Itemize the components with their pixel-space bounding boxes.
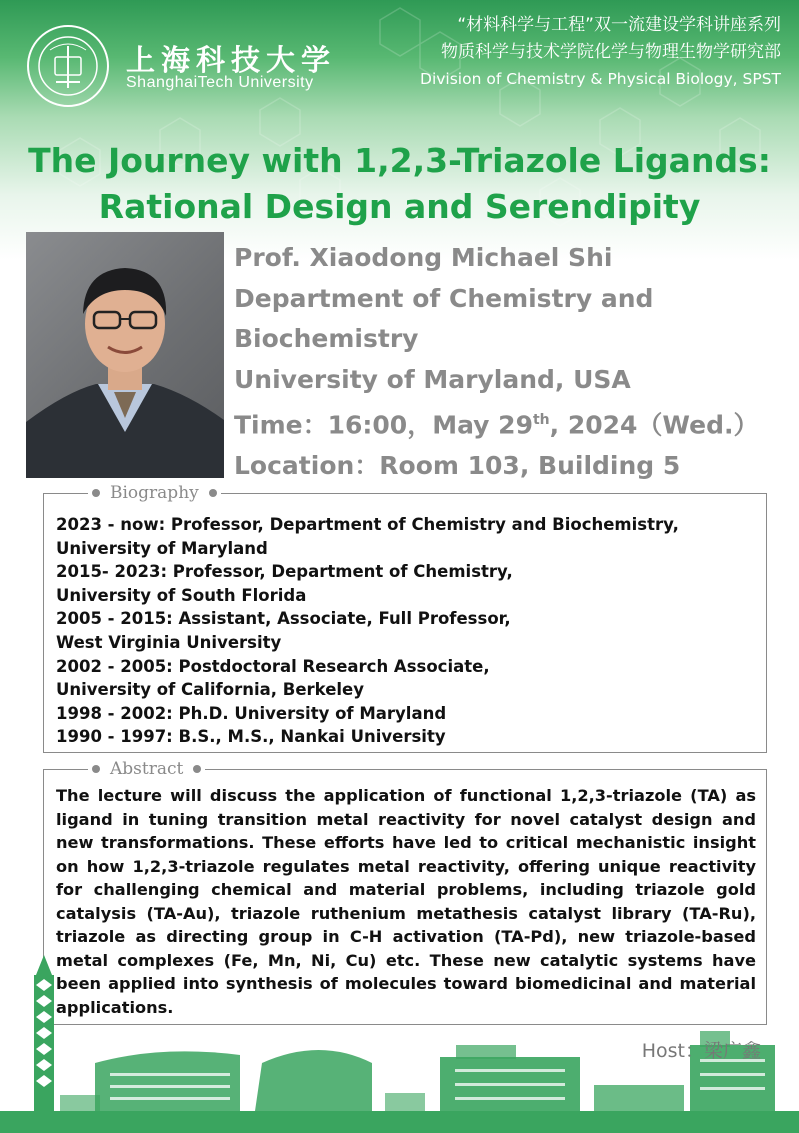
lecture-time [234,400,758,446]
biography-label [88,483,221,503]
bio-line: University of California, Berkeley [56,680,364,700]
speaker-info [234,238,758,486]
bio-line: West Virginia University [56,632,282,652]
speaker-photo [26,232,224,478]
title-line-2: Rational Design and Serendipity [98,187,701,226]
bio-line: 2015- 2023: Professor, Department of Chemistry, [56,562,513,582]
bio-line: 2005 - 2015: Assistant, Associate, Full Professor, [56,609,511,629]
series-line-3: Division of Chemistry & Physical Biology, SPST [420,70,781,88]
abstract-label [88,759,205,779]
bio-line: 2023 - now: Professor, Department of Chemistry and Biochemistry, [56,515,679,534]
series-line-1: “材料科学与工程”双一流建设学科讲座系列 [457,15,781,35]
speaker-affiliation: University of Maryland, USA [234,364,631,394]
series-line-2: 物质科学与技术学院化学与物理生物学研究部 [441,42,781,62]
speaker-name: Prof. Xiaodong Michael Shi [234,243,613,272]
university-seal-logo [26,24,110,108]
lecture-title [0,138,799,230]
time-superscript: th [532,412,550,428]
bio-line: 1998 - 2002: Ph.D. University of Maryland [56,703,447,723]
title-line-1: The Journey with 1,2,3-Triazole Ligands: [28,141,771,180]
university-name-en: ShanghaiTech University [126,74,314,91]
bio-line: 2002 - 2005: Postdoctoral Research Associate, [56,656,490,676]
label-dot-left [92,765,100,773]
biography-lines [56,513,758,749]
lecture-location: Location：Room 103, Building 5 [234,450,681,480]
abstract-text: The lecture will discuss the application of functional 1,2,3-triazole (TA) as ligand in tuning transition metal reactivity for novel catalyst design and new transformations. These efforts have led to critical mechanistic insight on how 1,2,3-triazole regulates metal reactivity, offering unique reactivity for challenging chemical and material problems, including triazole gold catalysis (TA-Au), triazole ruthenium metathesis catalyst library (TA-Ru), triazole as directing group in C-H activation (TA-Pd), new triazole-based metal complexes (Fe, Mn, Ni, Cu) etc. These new catalytic systems have been applied into synthesis of molecules toward biomedicinal and material applications. [56,786,756,1017]
label-dot-right [193,765,201,773]
label-dot-left [92,489,100,497]
speaker-department-line-1: Department of Chemistry and [234,283,654,313]
abstract-label-text: Abstract [110,759,184,779]
university-name-cn: 上海科技大学 [126,43,337,77]
label-dot-right [209,489,217,497]
biography-label-text: Biography [110,483,199,503]
time-suffix: , 2024（Wed.） [549,410,759,440]
bio-line: 1990 - 1997: B.S., M.S., Nankai University [56,727,446,747]
bio-line: University of Maryland [56,538,268,558]
speaker-department-line-2: Biochemistry [234,324,419,353]
biography-box [43,483,767,753]
host-info: Host：梁广鑫 [641,1040,761,1062]
lecture-series-info [420,12,781,93]
time-prefix: Time：16:00，May 29 [234,410,533,440]
bio-line: University of South Florida [56,585,307,605]
